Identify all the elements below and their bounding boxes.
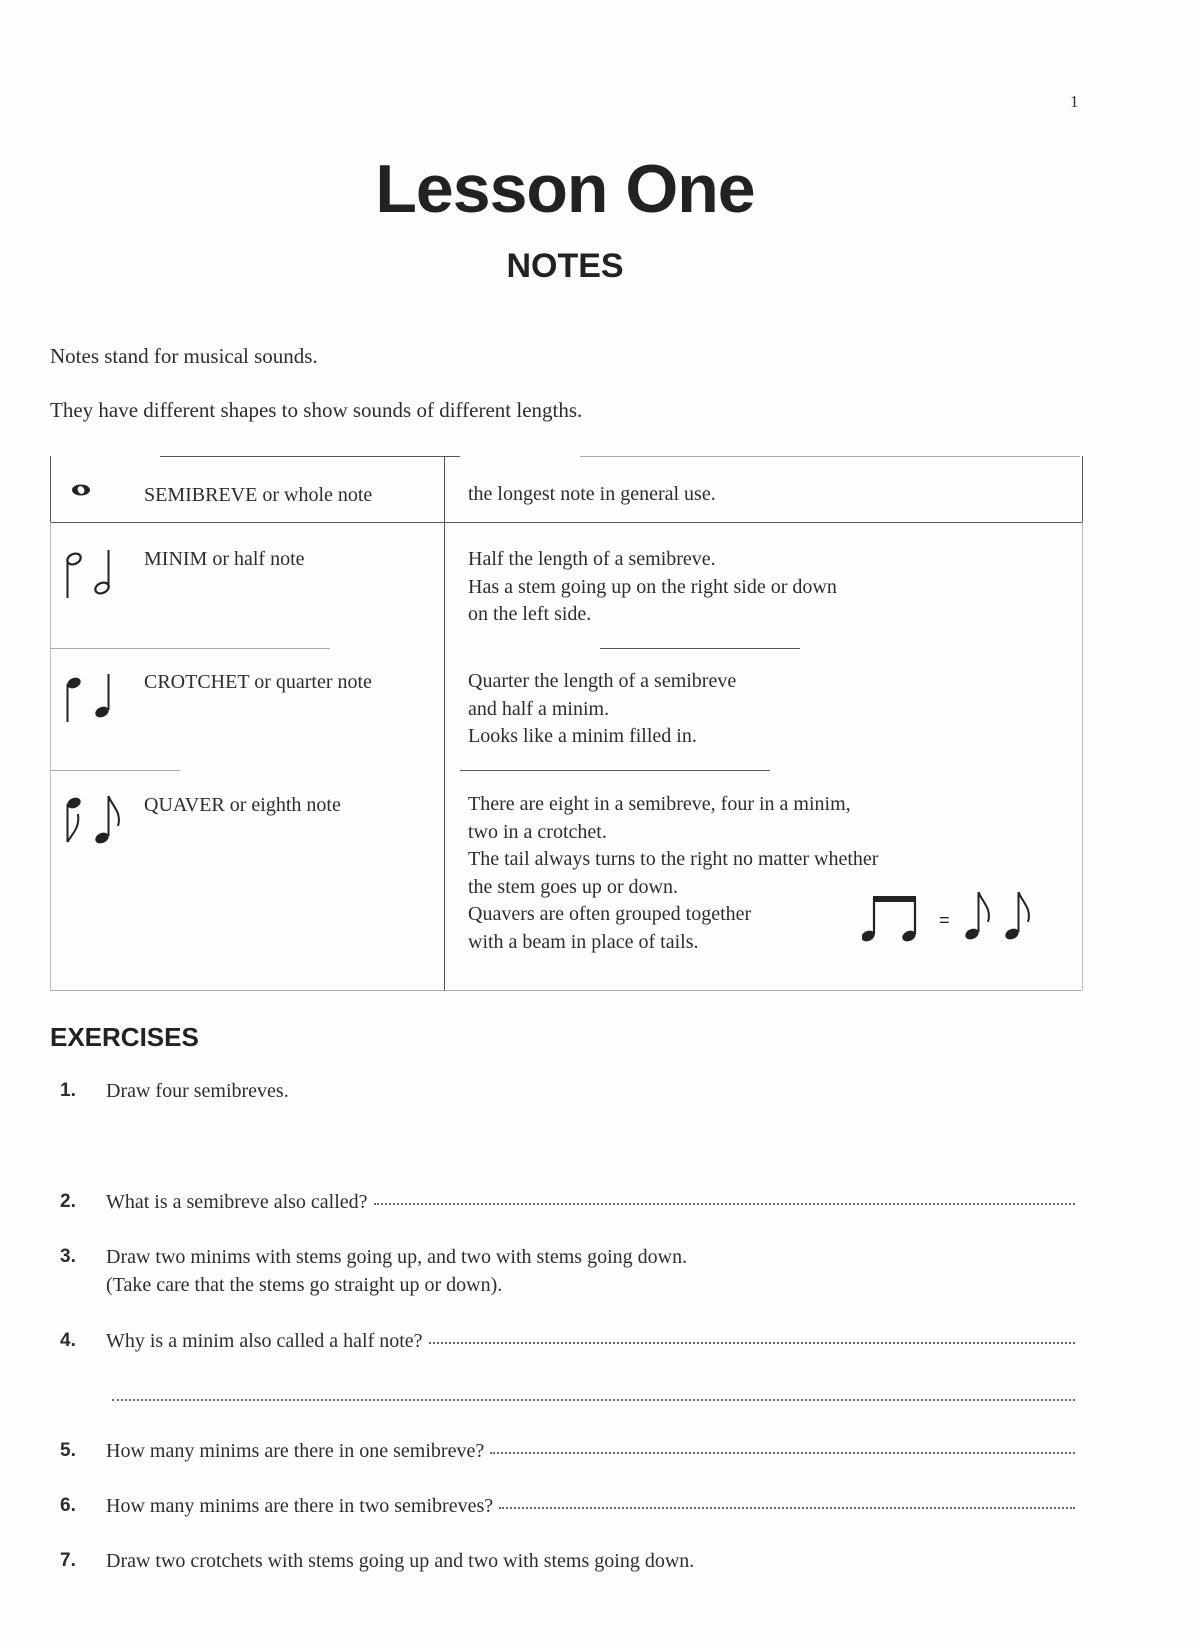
- page-number: 1: [1070, 92, 1079, 111]
- minim-icon: [64, 548, 114, 605]
- intro-line: They have different shapes to show sounds of different lengths.: [50, 398, 583, 422]
- quaver-icon: [64, 792, 124, 855]
- note-description: Half the length of a semibreve. Has a stem going up on the right side or down on the left side.: [468, 548, 837, 625]
- note-name: SEMIBREVE or whole note: [144, 484, 373, 506]
- page-subtitle: NOTES: [506, 247, 624, 285]
- answer-line[interactable]: [499, 1507, 1075, 1509]
- answer-line[interactable]: [374, 1203, 1075, 1205]
- page-title: Lesson One: [375, 151, 755, 227]
- note-description: Quarter the length of a semibreve and half a minim. Looks like a minim filled in.: [468, 670, 737, 747]
- note-name: CROTCHET or quarter note: [144, 671, 372, 693]
- two-quavers-icon: [962, 888, 1042, 949]
- note-name: MINIM or half note: [144, 548, 305, 570]
- intro-line: Notes stand for musical sounds.: [50, 344, 318, 368]
- answer-line[interactable]: [490, 1452, 1075, 1454]
- answer-line[interactable]: [429, 1342, 1075, 1344]
- note-description: the longest note in general use.: [468, 483, 716, 505]
- notes-table: [50, 456, 1084, 990]
- note-description: There are eight in a semibreve, four in a minim, two in a crotchet. The tail always turns to the right no matter whether the stem goes up or down. Quavers are often grouped together with a beam in place of tails.: [468, 793, 879, 953]
- beamed-quavers-icon: [862, 892, 926, 949]
- answer-line[interactable]: [112, 1399, 1075, 1401]
- exercises-heading: EXERCISES: [50, 1022, 199, 1052]
- note-name: QUAVER or eighth note: [144, 794, 341, 816]
- semibreve-icon: [70, 483, 92, 502]
- equals-sign: =: [939, 910, 950, 930]
- crotchet-icon: [64, 672, 114, 729]
